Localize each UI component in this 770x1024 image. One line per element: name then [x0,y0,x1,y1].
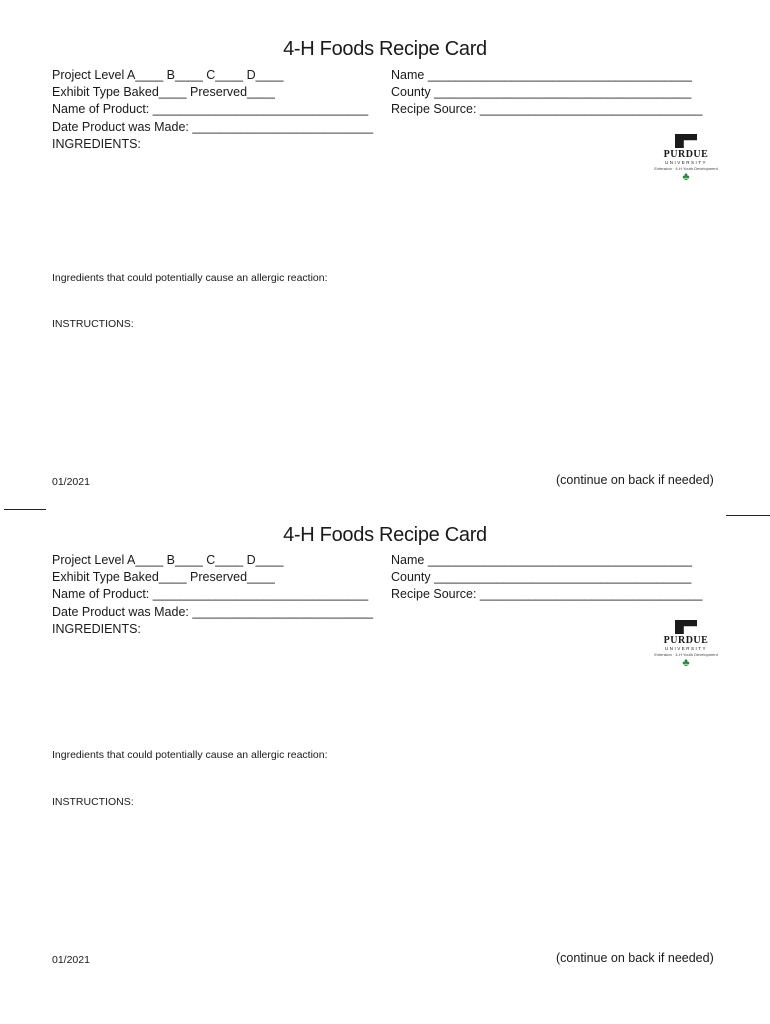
purdue-p-icon [675,620,697,634]
recipe-source-field[interactable]: Recipe Source: ________________________________ [391,587,703,601]
card-title: 4-H Foods Recipe Card [283,524,487,546]
date-made-field[interactable]: Date Product was Made: __________________________ [52,605,374,619]
product-name-field[interactable]: Name of Product: _______________________________ [52,587,369,601]
name-field[interactable]: Name ______________________________________ [391,68,692,82]
exhibit-type-field[interactable]: Exhibit Type Baked____ Preserved____ [52,85,275,99]
name-field[interactable]: Name ______________________________________ [391,553,692,567]
project-level-field[interactable]: Project Level A____ B____ C____ D____ [52,553,284,567]
product-name-field[interactable]: Name of Product: _______________________________ [52,102,369,116]
ingredients-label: INGREDIENTS: [52,137,141,151]
instructions-label: INSTRUCTIONS: [52,796,134,808]
instructions-label: INSTRUCTIONS: [52,318,134,330]
cut-mark-left [4,509,46,510]
recipe-source-field[interactable]: Recipe Source: ________________________________ [391,102,703,116]
continue-note: (continue on back if needed) [556,951,714,965]
recipe-card-bottom [0,526,770,996]
allergy-label: Ingredients that could potentially cause an allergic reaction: [52,749,328,761]
date-made-field[interactable]: Date Product was Made: __________________________ [52,120,374,134]
project-level-field[interactable]: Project Level A____ B____ C____ D____ [52,68,284,82]
clover-icon: ♣ [682,171,690,183]
cut-mark-right [726,515,770,516]
card-title: 4-H Foods Recipe Card [283,38,487,60]
clover-icon: ♣ [682,657,690,669]
allergy-label: Ingredients that could potentially cause an allergic reaction: [52,272,328,284]
county-field[interactable]: County _____________________________________ [391,570,692,584]
purdue-logo: PURDUE UNIVERSITY Extension · 4-H Youth Development ♣ [654,620,718,669]
purdue-p-icon [675,134,697,148]
purdue-logo: PURDUE UNIVERSITY Extension · 4-H Youth Development ♣ [654,134,718,183]
exhibit-type-field[interactable]: Exhibit Type Baked____ Preserved____ [52,570,275,584]
ingredients-label: INGREDIENTS: [52,622,141,636]
form-date: 01/2021 [52,954,90,966]
form-date: 01/2021 [52,476,90,488]
recipe-card-top [0,40,770,510]
continue-note: (continue on back if needed) [556,473,714,487]
county-field[interactable]: County _____________________________________ [391,85,692,99]
